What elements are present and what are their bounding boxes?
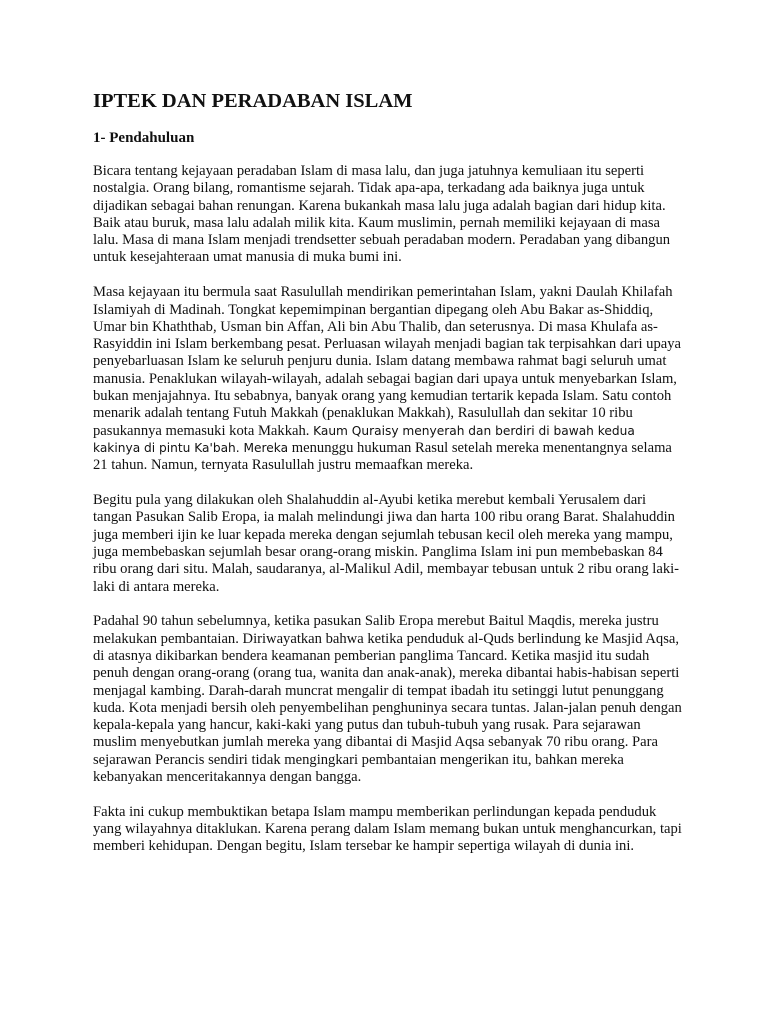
document-title: IPTEK DAN PERADABAN ISLAM: [93, 90, 413, 112]
paragraph-3: Begitu pula yang dilakukan oleh Shalahuddin al-Ayubi ketika merebut kembali Yerusalem dari tangan Pasukan Salib Eropa, ia malah melindungi jiwa dan harta 100 ribu orang Barat. Shalahuddin juga memberi ijin ke luar kepada mereka dengan sejumlah tebusan kecil oleh mereka yang mampu, juga membebaskan sejumlah besar orang-orang miskin. Panglima Islam ini pun membebaskan 84 ribu orang dari situ. Malah, saudaranya, al-Malikul Adil, membayar tebusan untuk 2 ribu orang laki-laki di antara mereka.: [93, 492, 680, 595]
paragraph-2-quraisy-sentence: Kaum Quraisy menyerah dan berdiri di bawah kedua kakinya di pintu Ka'bah. Mereka: [93, 423, 635, 455]
paragraph-2-text: Masa kejayaan itu bermula saat Rasulullah mendirikan pemerintahan Islam, yakni Daulah Khilafah Islamiyah di Madinah. Tongkat kepemimpinan bergantian dipegang oleh Abu Bakar as-Shiddiq, Umar bin Khaththab, Usman bin Affan, Ali bin Abu Thalib, dan seterusnya. Di masa Khulafa as-Rasyiddin ini Islam berkembang pesat. Perluasan wilayah menjadi bagian tak terpisahkan dari upaya penyebarluasan Islam ke seluruh penjuru dunia. Islam datang membawa rahmat bagi seluruh umat manusia. Penaklukan wilayah-wilayah, adalah sebagai bagian dari upaya untuk menyebarkan Islam, bukan menjajahnya. Itu sebabnya, banyak orang yang kemudian tertarik kepada Islam. Satu contoh menarik adalah tentang Futuh Makkah (penaklukan Makkah), Rasulullah dan sekitar 10 ribu pasukannya memasuki kota Makkah.: [93, 284, 682, 439]
paragraph-2-text-end: menunggu hukuman Rasul setelah mereka menentangnya selama 21 tahun. Namun, ternyata Rasulullah justru memaafkan mereka.: [93, 439, 672, 474]
paragraph-5: Fakta ini cukup membuktikan betapa Islam mampu memberikan perlindungan kepada penduduk yang wilayahnya ditaklukan. Karena perang dalam Islam memang bukan untuk menghancurkan, tapi memberi kehidupan. Dengan begitu, Islam tersebar ke hampir sepertiga wilayah di dunia ini.: [93, 803, 682, 855]
paragraph-1: Bicara tentang kejayaan peradaban Islam di masa lalu, dan juga jatuhnya kemuliaan itu seperti nostalgia. Orang bilang, romantisme sejarah. Tidak apa-apa, terkadang ada baiknya juga untuk dijadikan sebagai bahan renungan. Karena bukankah masa lalu juga adalah bagian dari hidup kita. Baik atau buruk, masa lalu adalah milik kita. Kaum muslimin, pernah memiliki kejayaan di masa lalu. Masa di mana Islam menjadi trendsetter sebuah peradaban modern. Peradaban yang dibangun untuk kesejahteraan umat manusia di muka bumi ini.: [93, 163, 671, 266]
section-heading: 1- Pendahuluan: [93, 130, 195, 146]
paragraph-2: [93, 284, 683, 474]
document-page: [93, 88, 683, 873]
paragraph-4: Padahal 90 tahun sebelumnya, ketika pasukan Salib Eropa merebut Baitul Maqdis, mereka justru melakukan pembantaian. Diriwayatkan bahwa ketika penduduk al-Quds berlindung ke Masjid Aqsa, di atasnya dikibarkan bendera keamanan pemberian panglima Tancard. Ketika masjid itu sudah penuh dengan orang-orang (orang tua, wanita dan anak-anak), mereka dibantai habis-habisan seperti menjagal kambing. Darah-darah muncrat mengalir di tempat ibadah itu setinggi lutut penunggang kuda. Kota menjadi bersih oleh penyembelihan penghuninya secara tuntas. Jalan-jalan penuh dengan kepala-kepala yang hancur, kaki-kaki yang putus dan tubuh-tubuh yang rusak. Para sejarawan muslim menyebutkan jumlah mereka yang dibantai di Masjid Aqsa sebanyak 70 ribu orang. Para sejarawan Perancis sendiri tidak mengingkari pembantaian mengerikan itu, bahkan mereka kebanyakan menceritakannya dengan bangga.: [93, 613, 682, 785]
